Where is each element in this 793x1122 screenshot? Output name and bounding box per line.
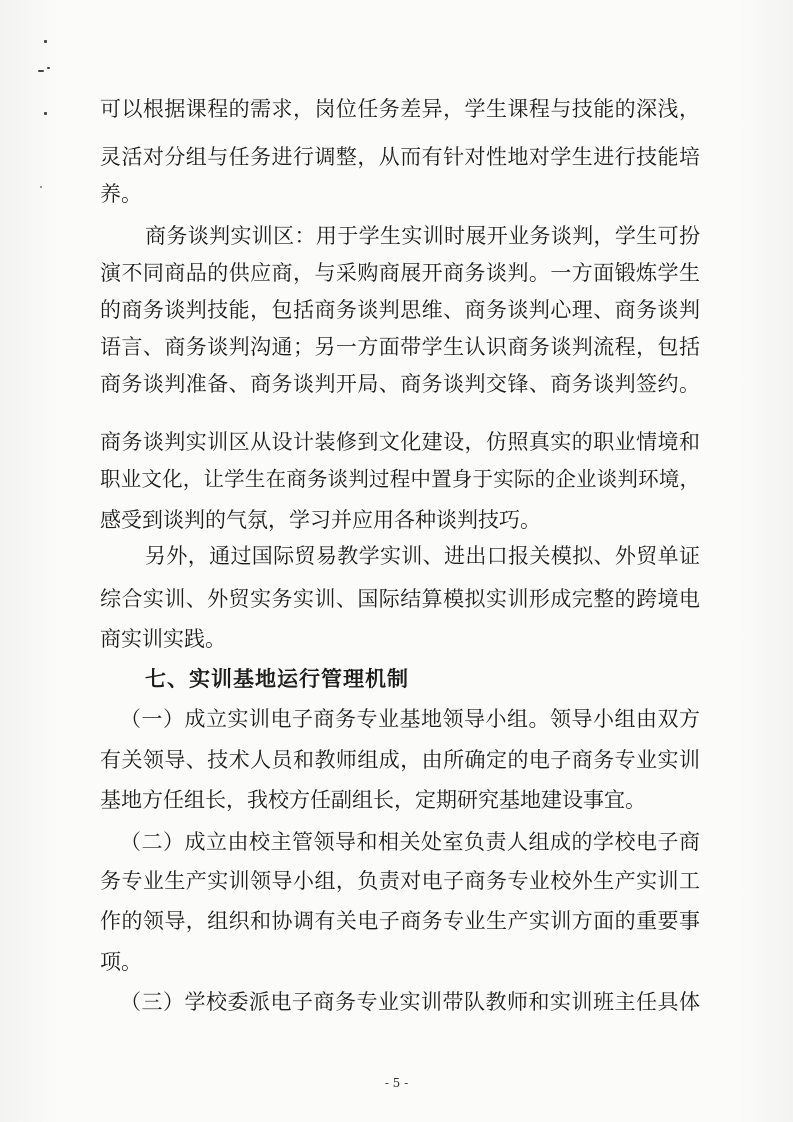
binding-mark [38,70,44,72]
binding-mark [40,186,42,188]
text-line: 商务谈判实训区：用于学生实训时展开业务谈判，学生可扮 [145,224,700,248]
text-line: 另外，通过国际贸易教学实训、进出口报关模拟、外贸单证 [145,544,700,568]
text-line: 职业文化，让学生在商务谈判过程中置身于实际的企业谈判环境， [100,467,700,491]
text-line: 语言、商务谈判沟通；另一方面带学生认识商务谈判流程，包括 [100,335,700,359]
text-line: 基地方任组长，我校方任副组长，定期研究基地建设事宜。 [100,788,646,812]
text-line: 有关领导、技术人员和教师组成，由所确定的电子商务专业实训 [100,748,700,772]
binding-mark [44,112,47,115]
text-line: 演不同商品的供应商，与采购商展开商务谈判。一方面锻炼学生 [100,261,700,285]
binding-mark [47,67,50,69]
text-line: 灵活对分组与任务进行调整，从而有针对性地对学生进行技能培 [100,145,700,169]
text-line: 商实训实践。 [100,627,226,651]
text-line: （一）成立实训电子商务专业基地领导小组。领导小组由双方 [120,707,700,731]
text-line: 的商务谈判技能，包括商务谈判思维、商务谈判心理、商务谈判 [100,298,700,322]
text-line: 养。 [100,182,142,206]
text-line: 综合实训、外贸实务实训、国际结算模拟实训形成完整的跨境电 [100,587,700,611]
text-line: 可以根据课程的需求，岗位任务差异，学生课程与技能的深浅， [100,97,700,121]
text-line: 务专业生产实训领导小组，负责对电子商务专业校外生产实训工 [100,869,700,893]
page-number: - 5 - [384,1076,409,1090]
binding-mark [44,40,47,43]
text-line: 感受到谈判的气氛，学习并应用各种谈判技巧。 [100,508,541,532]
text-line: 商务谈判准备、商务谈判开局、商务谈判交锋、商务谈判签约。 [100,372,700,396]
text-line: 作的领导，组织和协调有关电子商务专业生产实训方面的重要事 [100,909,700,933]
text-line: （三）学校委派电子商务专业实训带队教师和实训班主任具体 [120,990,700,1014]
text-line: 商务谈判实训区从设计装修到文化建设，仿照真实的职业情境和 [100,430,700,454]
text-line: 项。 [100,950,142,974]
text-line: （二）成立由校主管领导和相关处室负责人组成的学校电子商 [120,830,700,854]
section-heading: 七、实训基地运行管理机制 [145,667,409,691]
